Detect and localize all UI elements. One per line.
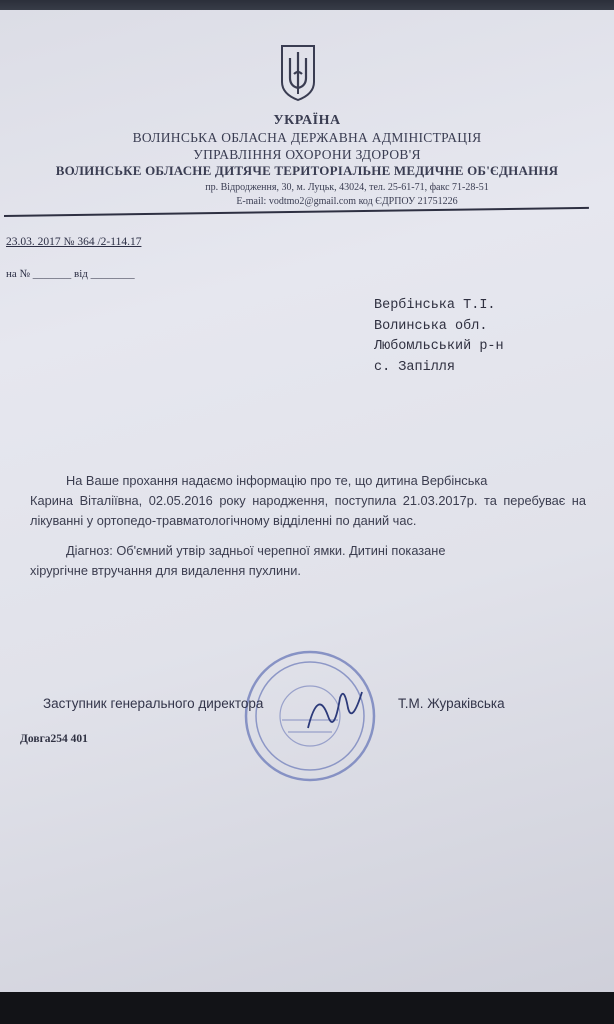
paragraph-1-continuation: Карина Віталіївна, 02.05.2016 року народження, поступила 21.03.2017р. та перебуває на лікуванні у ортопедо-травматологічному відділенні по даний час. [30,493,586,528]
organization-address: пр. Відродження, 30, м. Луцьк, 43024, тел. 25-61-71, факс 71-28-51 [205,182,489,193]
trident-coat-of-arms-icon [278,44,318,102]
paragraph-1-first-line: На Ваше прохання надаємо інформацію про те, що дитина Вербінська [66,473,488,488]
signer-name: Т.М. Жураківська [398,696,505,711]
executor-note: Довга254 401 [20,733,88,745]
department-heading: УПРАВЛІННЯ ОХОРОНИ ЗДОРОВ'Я [193,147,421,162]
signer-title: Заступник генерального директора [43,696,264,711]
addressee-village: с. Запілля [374,359,456,375]
addressee-block [374,296,504,378]
organization-heading: ВОЛИНСЬКЕ ОБЛАСНЕ ДИТЯЧЕ ТЕРИТОРІАЛЬНЕ МЕДИЧНЕ ОБ'ЄДНАННЯ [55,163,559,178]
administration-heading: ВОЛИНСЬКА ОБЛАСНА ДЕРЖАВНА АДМІНІСТРАЦІЯ [132,130,482,145]
addressee-name: Вербінська Т.І. [374,298,496,313]
incoming-reference: на № _______ від ________ [6,268,135,280]
letter-body [30,471,586,591]
background-surface [0,992,614,1024]
organization-email: E-mail: vodtmo2@gmail.com код ЄДРПОУ 21751226 [236,196,458,207]
letterhead-divider [4,207,589,217]
outgoing-reference: 23.03. 2017 № 364 /2-114.17 [6,236,142,248]
handwritten-signature-icon [300,678,370,738]
paragraph-2-first-line: Діагноз: Об'ємний утвір задньої черепної ямки. Дитині показане [66,543,446,558]
addressee-district: Любомльський р-н [374,339,504,354]
paragraph-2-continuation: хірургічне втручання для видалення пухлини. [30,563,301,578]
letter-sheet [0,10,614,992]
addressee-region: Волинська обл. [374,318,488,334]
country-heading: УКРАЇНА [273,113,341,128]
